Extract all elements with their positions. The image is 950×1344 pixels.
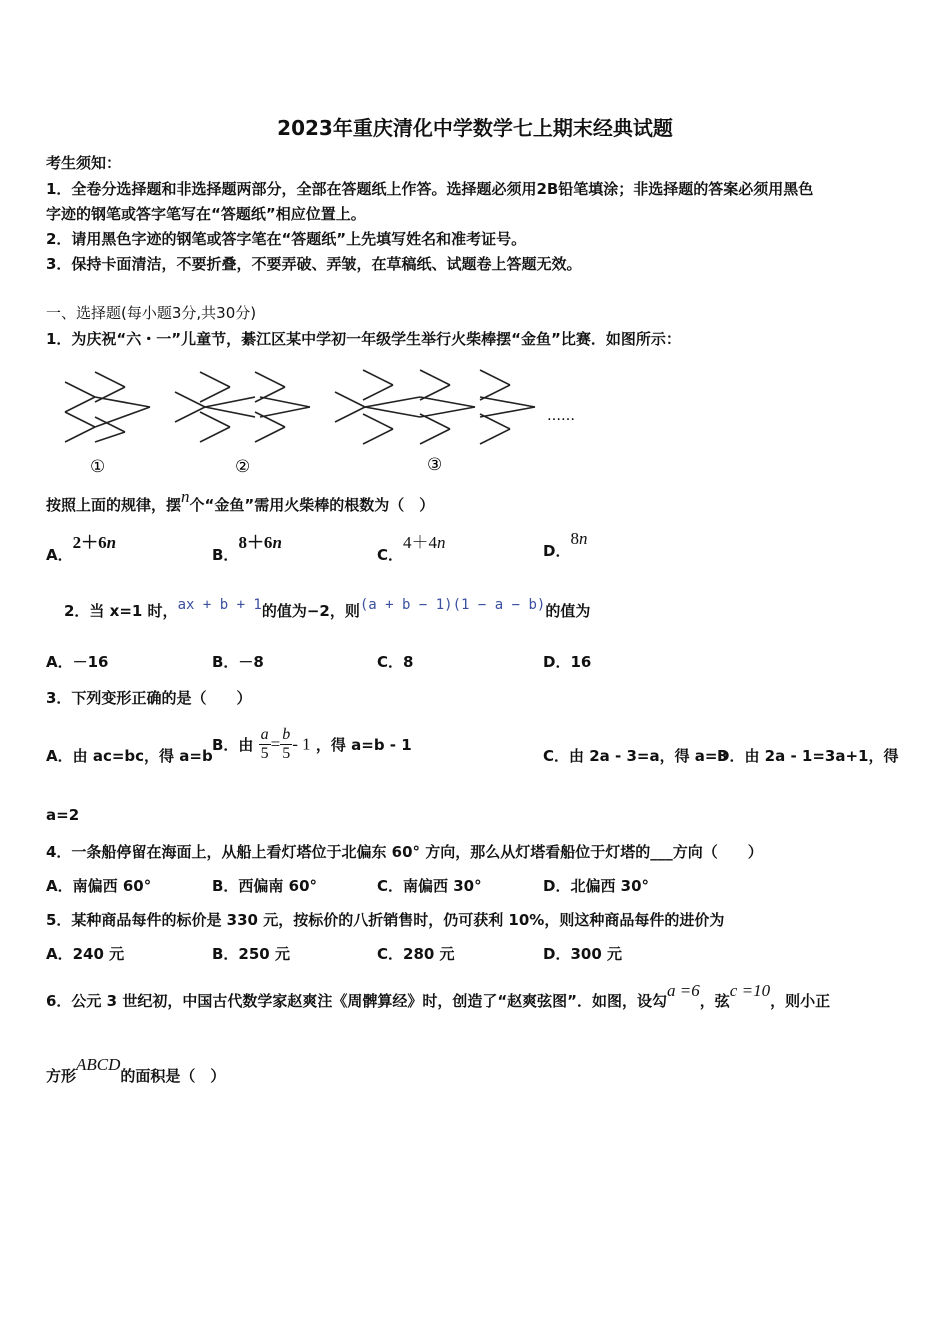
q4-stem: 4．一条船停留在海面上，从船上看灯塔位于北偏东 60° 方向，那么从灯塔看船位于灯塔的___方向（ ） [46,843,763,861]
q2-option-b[interactable]: B．－8 [212,653,264,671]
goldfish-3 [335,370,535,444]
q4-option-a[interactable]: A．南偏西 60° [46,877,152,895]
q1-option-a[interactable]: A．2＋6n [46,533,117,564]
q6-stem: 6．公元 3 世纪初，中国古代数学家赵爽注《周髀算经》时，创造了“赵爽弦图”．如图，设勾a =6，弦c =10，则小正 [46,981,831,1010]
q2-option-a[interactable]: A．－16 [46,653,109,671]
q1-option-d[interactable]: D．8n [543,529,588,560]
fraction-a-over-5: $\frac{a}{5}$ [260,726,269,762]
q3-option-d-continued: a=2 [46,806,80,824]
goldfish-1 [65,372,150,442]
q4-option-d[interactable]: D．北偏西 30° [543,877,650,895]
q1-option-b[interactable]: B．8＋6n [212,533,282,564]
notice-line-2: 2．请用黑色字迹的钢笔或答字笔在“答题纸”上先填写姓名和准考证号。 [46,230,527,248]
q1-goldfish-figure [55,362,595,482]
q1-ask: 按照上面的规律，摆n个“金鱼”需用火柴棒的根数为（ ） [46,487,435,514]
fraction-b-over-5: $\frac{b}{5}$ [282,726,291,762]
page-title: 2023年重庆清化中学数学七上期末经典试题 [277,116,673,140]
notice-heading: 考生须知： [46,154,122,172]
q5-option-a[interactable]: A．240 元 [46,945,125,963]
q1-label-2: ② [235,457,251,477]
q6-stem-line-2: 方形ABCD的面积是（ ） [46,1055,226,1085]
q4-option-c[interactable]: C．南偏西 30° [377,877,482,895]
q2-option-c[interactable]: C．8 [377,653,414,671]
q3-option-b[interactable]: B．由 $\frac{a}{5}$ = $\frac{b}{5}$ - 1 ，得 a=b - 1 [212,726,412,762]
q3-stem: 3．下列变形正确的是（ ） [46,689,252,707]
q1-ellipsis: …… [547,408,575,424]
notice-line-1b: 字迹的钢笔或答字笔写在“答题纸”相应位置上。 [46,205,366,223]
q3-option-a[interactable]: A．由 ac=bc，得 a=b [46,747,213,765]
q5-stem: 5．某种商品每件的标价是 330 元，按标价的八折销售时，仍可获利 10%，则这种商品每件的进价为 [46,911,725,929]
q3-option-d[interactable]: D．由 2a - 1=3a+1，得 [717,747,899,765]
q1-option-c[interactable]: C．4＋4n [377,533,446,564]
q3-option-c[interactable]: C．由 2a - 3=a，得 a=3 [543,747,728,765]
q4-option-b[interactable]: B．西偏南 60° [212,877,318,895]
q5-option-c[interactable]: C．280 元 [377,945,455,963]
q1-label-1: ① [90,457,106,477]
notice-line-3: 3．保持卡面清洁，不要折叠，不要弄破、弄皱，在草稿纸、试题卷上答题无效。 [46,255,582,273]
q5-option-b[interactable]: B．250 元 [212,945,290,963]
q2-option-d[interactable]: D．16 [543,653,592,671]
notice-line-1a: 1．全卷分选择题和非选择题两部分，全部在答题纸上作答。选择题必须用2B铅笔填涂；非选择题的答案必须用黑色 [46,180,814,198]
q1-label-3: ③ [427,455,443,475]
q2-stem: 2．当 x=1 时，ax + b + 1的值为−2，则(a + b − 1)(1 − a − b)的值为 [64,597,591,620]
section-heading: 一、选择题(每小题3分,共30分) [46,304,257,322]
q5-option-d[interactable]: D．300 元 [543,945,622,963]
goldfish-2 [175,372,310,442]
q1-stem: 1．为庆祝“六・一”儿童节，綦江区某中学初一年级学生举行火柴棒摆“金鱼”比赛．如图所示： [46,330,681,348]
